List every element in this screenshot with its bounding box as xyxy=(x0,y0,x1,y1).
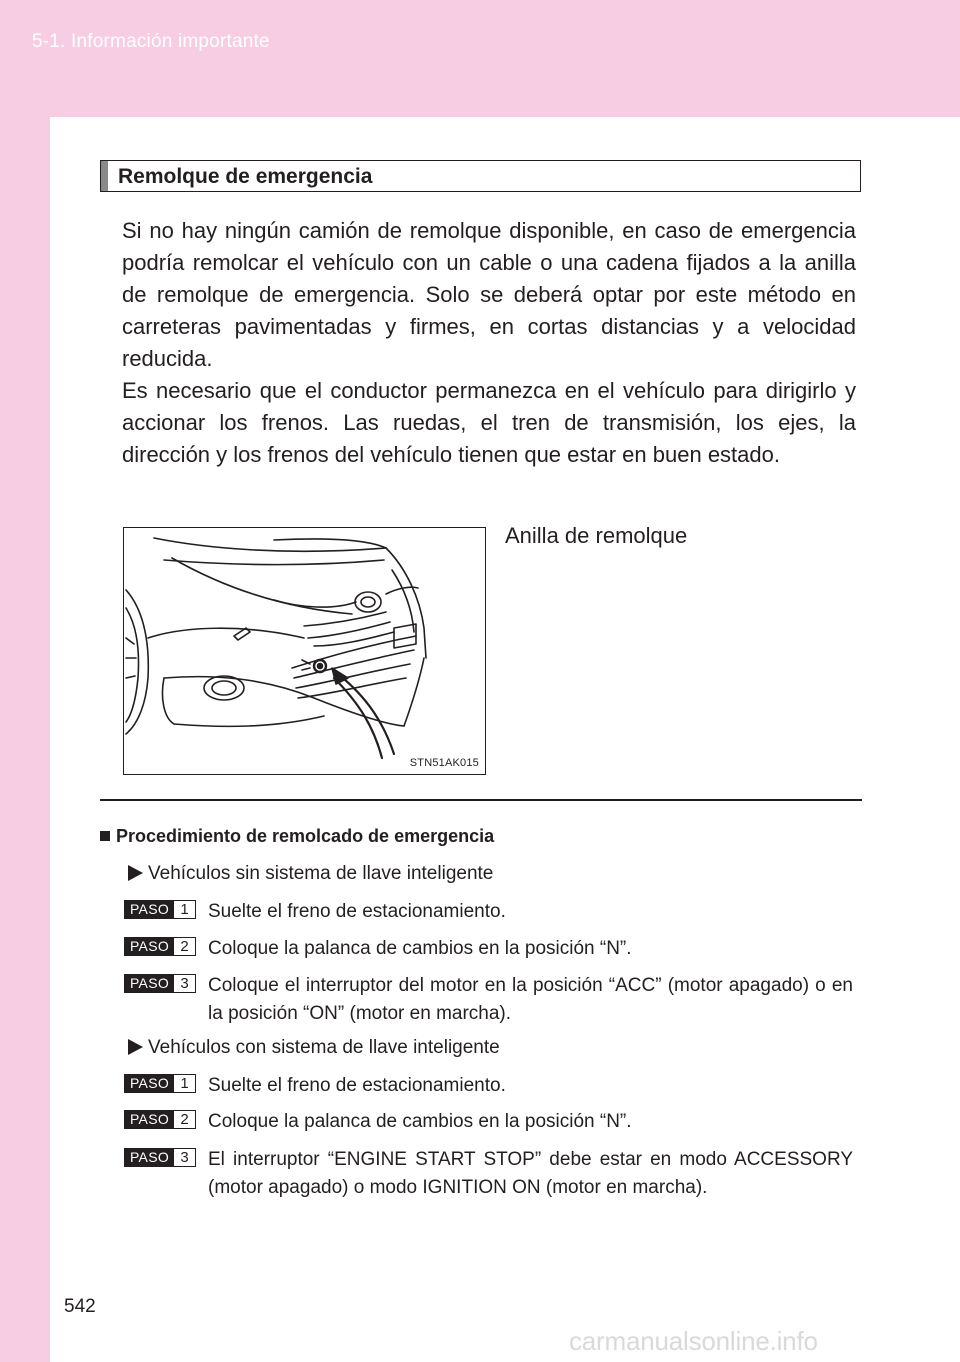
variant-title: Vehículos sin sistema de llave inteligente xyxy=(148,863,494,884)
header-band xyxy=(0,0,960,117)
step-text: El interruptor “ENGINE START STOP” debe estar en modo ACCESSORY (motor apagado) o modo IGNITION ON (motor en marcha). xyxy=(208,1149,853,1198)
triangle-marker-icon xyxy=(128,865,143,881)
body-paragraph-1: Si no hay ningún camión de remolque disponible, en caso de emergencia podría remolcar el vehículo con un cable o una cadena fijados a la anilla de remolque de emergencia. Solo se deberá optar por este método en carreteras pavimentadas y firmes, en cortas distancias y a velocidad reducida. xyxy=(122,218,856,371)
step-text: Suelte el freno de estacionamiento. xyxy=(208,1075,506,1096)
variant-title: Vehículos con sistema de llave inteligente xyxy=(148,1037,500,1058)
section-divider xyxy=(100,799,862,801)
procedure-heading xyxy=(100,826,494,847)
body-paragraph-2: Es necesario que el conductor permanezca en el vehículo para dirigirlo y accionar los frenos. Las ruedas, el tren de transmisión, los ejes, la dirección y los frenos del vehículo tienen que estar en buen estado. xyxy=(122,378,856,467)
step-badge: PASO 1 xyxy=(124,1074,196,1093)
watermark: carmanualsonline.info xyxy=(569,1326,818,1356)
step-badge: PASO 1 xyxy=(124,900,196,919)
body-text xyxy=(122,215,856,471)
step-text: Suelte el freno de estacionamiento. xyxy=(208,901,506,922)
page-number: 542 xyxy=(64,1296,96,1317)
variant-heading xyxy=(128,863,493,885)
side-band xyxy=(0,117,50,1362)
section-header: 5-1. Información importante xyxy=(32,31,270,52)
figure-callout-label: Anilla de remolque xyxy=(505,523,688,548)
bullet-square-icon xyxy=(100,831,110,841)
title-accent-bar xyxy=(101,161,108,191)
step-badge: PASO 2 xyxy=(124,1110,196,1129)
step-badge: PASO 2 xyxy=(124,937,196,956)
procedure-heading-text: Procedimiento de remolcado de emergencia xyxy=(116,826,495,846)
figure-code: STN51AK015 xyxy=(409,757,479,769)
step-badge: PASO 3 xyxy=(124,974,196,993)
step-text: Coloque la palanca de cambios en la posición “N”. xyxy=(208,938,632,959)
section-title-box xyxy=(100,160,861,192)
car-front-illustration xyxy=(124,528,485,774)
step-badge: PASO 3 xyxy=(124,1148,196,1167)
triangle-marker-icon xyxy=(128,1039,143,1055)
section-title: Remolque de emergencia xyxy=(118,165,373,188)
towing-eyelet-figure xyxy=(123,527,486,775)
step-text: Coloque la palanca de cambios en la posición “N”. xyxy=(208,1111,632,1132)
step-text: Coloque el interruptor del motor en la posición “ACC” (motor apagado) o en la posición “ON” (motor en marcha). xyxy=(208,975,853,1024)
variant-heading xyxy=(128,1037,500,1059)
